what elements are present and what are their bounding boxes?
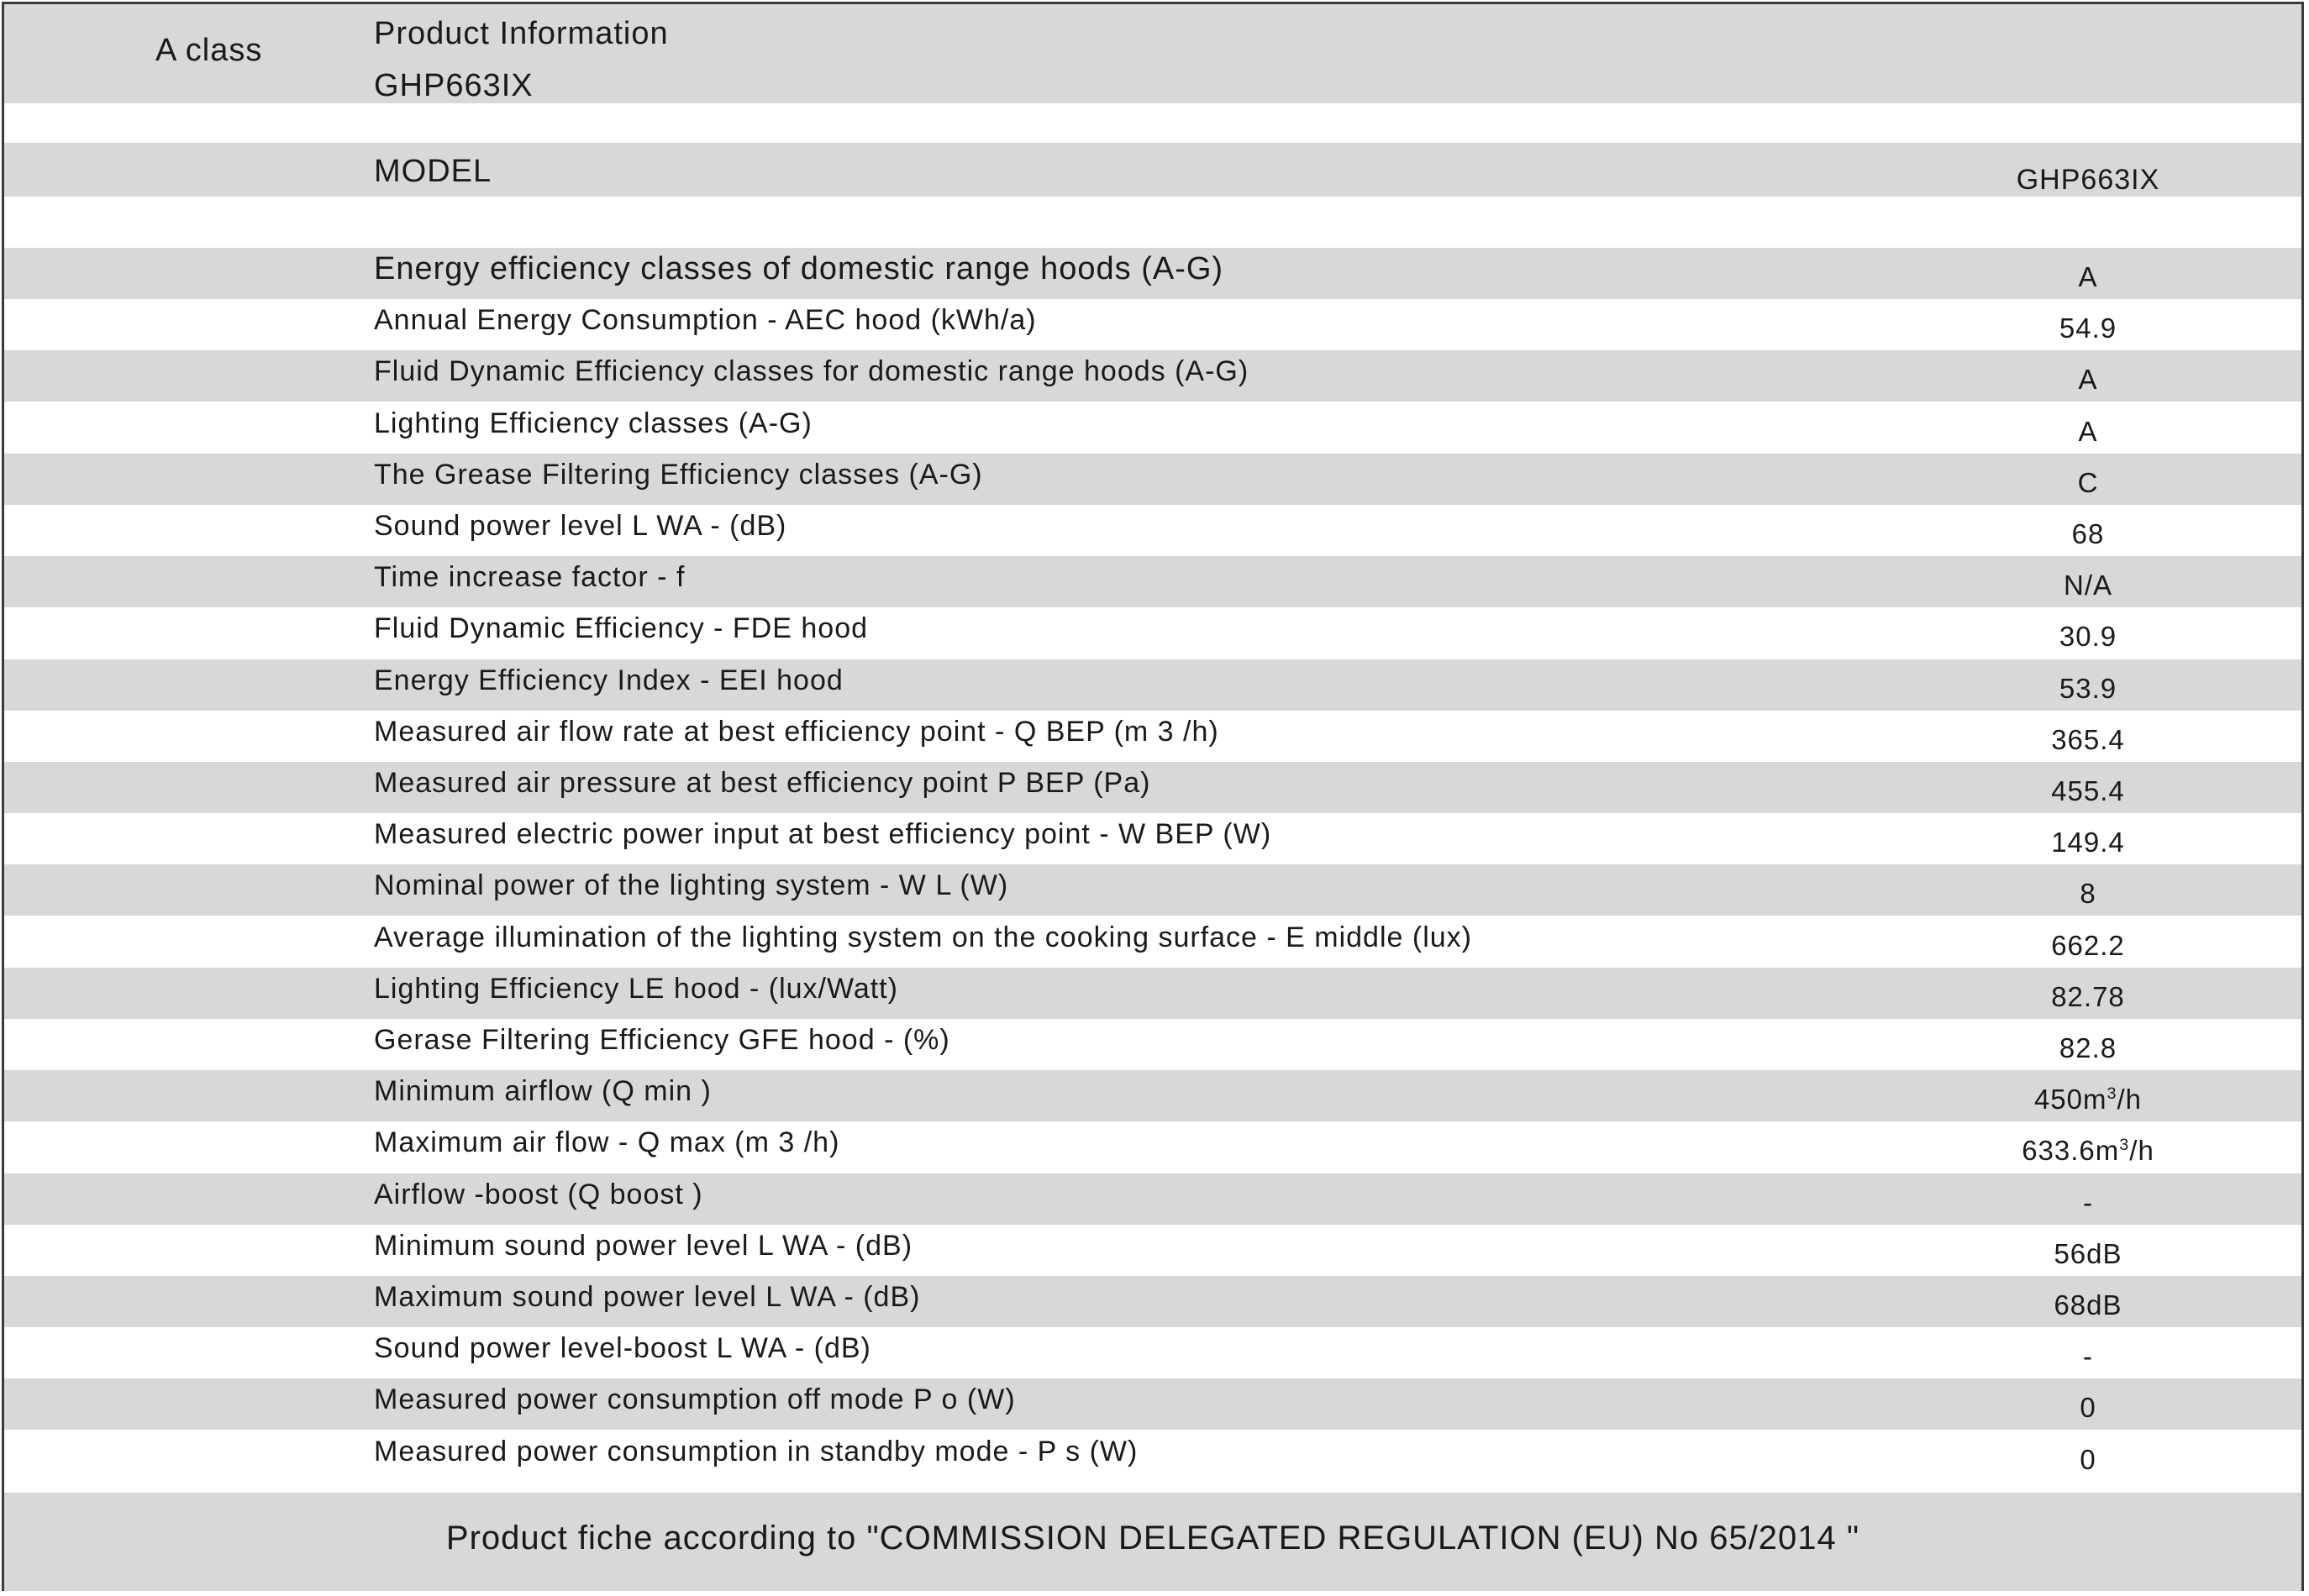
spec-value bbox=[1962, 621, 2214, 653]
spec-value-text: 30.9 bbox=[2059, 621, 2117, 653]
spec-row bbox=[4, 299, 2301, 350]
spec-value-text: 82.78 bbox=[2051, 980, 2125, 1012]
spec-row bbox=[4, 1327, 2301, 1378]
spec-value bbox=[1962, 1238, 2214, 1270]
spec-row bbox=[4, 968, 2301, 1019]
spec-value-text: - bbox=[2083, 1341, 2093, 1373]
spec-value bbox=[1962, 1187, 2214, 1219]
spec-label: Measured power consumption in standby mode - P s (W) bbox=[374, 1435, 1139, 1467]
spec-value-text: 8 bbox=[2080, 878, 2096, 910]
unit-superscript: 3 bbox=[2119, 1136, 2130, 1155]
spec-value-text: 633.6m bbox=[2022, 1135, 2120, 1167]
spec-label: Nominal power of the lighting system - W L (W) bbox=[374, 869, 1009, 902]
spec-value bbox=[1962, 1084, 2214, 1116]
spec-label: The Grease Filtering Efficiency classes (A-G) bbox=[374, 458, 983, 491]
spec-value bbox=[1962, 827, 2214, 858]
spec-row bbox=[4, 350, 2301, 402]
spec-row bbox=[4, 1070, 2301, 1121]
spec-label: Time increase factor - f bbox=[374, 561, 686, 594]
header-band bbox=[4, 4, 2301, 103]
spec-label: Gerase Filtering Efficiency GFE hood - (%) bbox=[374, 1024, 950, 1056]
regulation-note: Product fiche according to "COMMISSION DELEGATED REGULATION (EU) No 65/2014 " bbox=[445, 1520, 1860, 1557]
spec-label: Lighting Efficiency LE hood - (lux/Watt) bbox=[374, 972, 898, 1005]
unit-tail: /h bbox=[2129, 1135, 2154, 1167]
page-title: Product Information bbox=[374, 16, 669, 51]
spec-value bbox=[1962, 570, 2214, 601]
spec-value-text: - bbox=[2083, 1186, 2093, 1218]
spec-row bbox=[4, 402, 2301, 454]
spec-value-text: C bbox=[2077, 466, 2099, 498]
spec-value bbox=[1962, 1032, 2214, 1064]
spec-value-text: 662.2 bbox=[2051, 929, 2125, 961]
spec-label: Measured air flow rate at best efficiency point - Q BEP (m 3 /h) bbox=[374, 715, 1219, 748]
spec-label: Minimum airflow (Q min ) bbox=[374, 1075, 712, 1108]
spec-value bbox=[1962, 724, 2214, 756]
spec-value-text: 455.4 bbox=[2051, 775, 2125, 806]
spec-row bbox=[4, 1019, 2301, 1070]
spec-value bbox=[1962, 416, 2214, 448]
spec-row bbox=[4, 505, 2301, 556]
spec-label: Sound power level L WA - (dB) bbox=[374, 510, 787, 542]
spec-value-text: 68 bbox=[2071, 518, 2105, 549]
spec-label: Lighting Efficiency classes (A-G) bbox=[374, 407, 813, 439]
spec-label: Average illumination of the lighting system on the cooking surface - E middle (lux) bbox=[374, 921, 1472, 953]
spec-value-text: N/A bbox=[2063, 570, 2112, 601]
energy-class-label: A class bbox=[155, 33, 263, 68]
spec-label: Measured air pressure at best efficiency point P BEP (Pa) bbox=[374, 767, 1151, 799]
spec-value-text: A bbox=[2078, 364, 2098, 396]
spec-value-text: 68dB bbox=[2054, 1289, 2122, 1320]
spec-value-text: 56dB bbox=[2054, 1237, 2122, 1269]
spec-value bbox=[1962, 878, 2214, 910]
spec-value bbox=[1962, 1444, 2214, 1476]
spec-label: Fluid Dynamic Efficiency - FDE hood bbox=[374, 612, 869, 645]
spec-row bbox=[4, 556, 2301, 607]
spec-row bbox=[4, 1173, 2301, 1225]
spec-value bbox=[1962, 364, 2214, 396]
spec-value bbox=[1962, 775, 2214, 807]
spec-row bbox=[4, 607, 2301, 659]
spec-value-text: 53.9 bbox=[2059, 672, 2117, 704]
spec-label: Sound power level-boost L WA - (dB) bbox=[374, 1332, 871, 1365]
spec-value-text: 149.4 bbox=[2051, 827, 2125, 858]
spec-label: Maximum air flow - Q max (m 3 /h) bbox=[374, 1126, 840, 1159]
spec-row bbox=[4, 659, 2301, 711]
model-row bbox=[4, 143, 2301, 197]
spec-value bbox=[1962, 673, 2214, 705]
spec-value bbox=[1962, 1135, 2214, 1167]
spec-row bbox=[4, 1431, 2301, 1482]
spec-row bbox=[4, 762, 2301, 813]
spec-row bbox=[4, 454, 2301, 505]
spec-value bbox=[1962, 1392, 2214, 1424]
spec-label: Energy efficiency classes of domestic range hoods (A-G) bbox=[374, 251, 1224, 286]
spec-value bbox=[1962, 1289, 2214, 1321]
spec-value-text: 54.9 bbox=[2059, 312, 2117, 344]
spec-row bbox=[4, 1276, 2301, 1327]
product-fiche-table bbox=[2, 2, 2304, 1591]
model-value: GHP663IX bbox=[2016, 164, 2160, 196]
spec-value-text: 82.8 bbox=[2059, 1032, 2117, 1063]
spec-label: Measured electric power input at best efficiency point - W BEP (W) bbox=[374, 818, 1272, 851]
spec-value bbox=[1962, 312, 2214, 344]
unit-superscript: 3 bbox=[2107, 1084, 2117, 1104]
spec-value-text: 365.4 bbox=[2051, 723, 2125, 755]
spec-value-text: A bbox=[2078, 415, 2098, 447]
spec-row bbox=[4, 711, 2301, 762]
spec-label: Maximum sound power level L WA - (dB) bbox=[374, 1281, 921, 1313]
spec-value-text: 450m bbox=[2033, 1084, 2107, 1116]
spec-label: Measured power consumption off mode P o (W) bbox=[374, 1383, 1016, 1416]
unit-tail: /h bbox=[2117, 1084, 2143, 1116]
spec-row bbox=[4, 864, 2301, 916]
spec-value bbox=[1962, 518, 2214, 550]
spec-row bbox=[4, 813, 2301, 864]
spec-value bbox=[1962, 261, 2214, 293]
spec-value-text: 0 bbox=[2080, 1392, 2096, 1424]
spec-label: Energy Efficiency Index - EEI hood bbox=[374, 664, 844, 696]
model-label: MODEL bbox=[374, 154, 492, 189]
spec-value bbox=[1962, 1341, 2214, 1373]
spec-row bbox=[4, 248, 2301, 299]
spec-label: Minimum sound power level L WA - (dB) bbox=[374, 1229, 913, 1262]
spec-label: Annual Energy Consumption - AEC hood (kWh/a) bbox=[374, 304, 1037, 337]
spec-row bbox=[4, 1225, 2301, 1276]
spec-value bbox=[1962, 981, 2214, 1013]
spec-value bbox=[1962, 467, 2214, 499]
spec-row bbox=[4, 916, 2301, 968]
spec-value-text: A bbox=[2078, 261, 2098, 292]
spec-label: Airflow -boost (Q boost ) bbox=[374, 1178, 703, 1210]
header-model-code: GHP663IX bbox=[374, 68, 534, 103]
spec-row bbox=[4, 1378, 2301, 1430]
footer-band bbox=[4, 1493, 2301, 1591]
spec-row bbox=[4, 1121, 2301, 1173]
spec-value-text: 0 bbox=[2080, 1443, 2096, 1475]
spec-label: Fluid Dynamic Efficiency classes for domestic range hoods (A-G) bbox=[374, 355, 1249, 388]
spec-value bbox=[1962, 930, 2214, 962]
